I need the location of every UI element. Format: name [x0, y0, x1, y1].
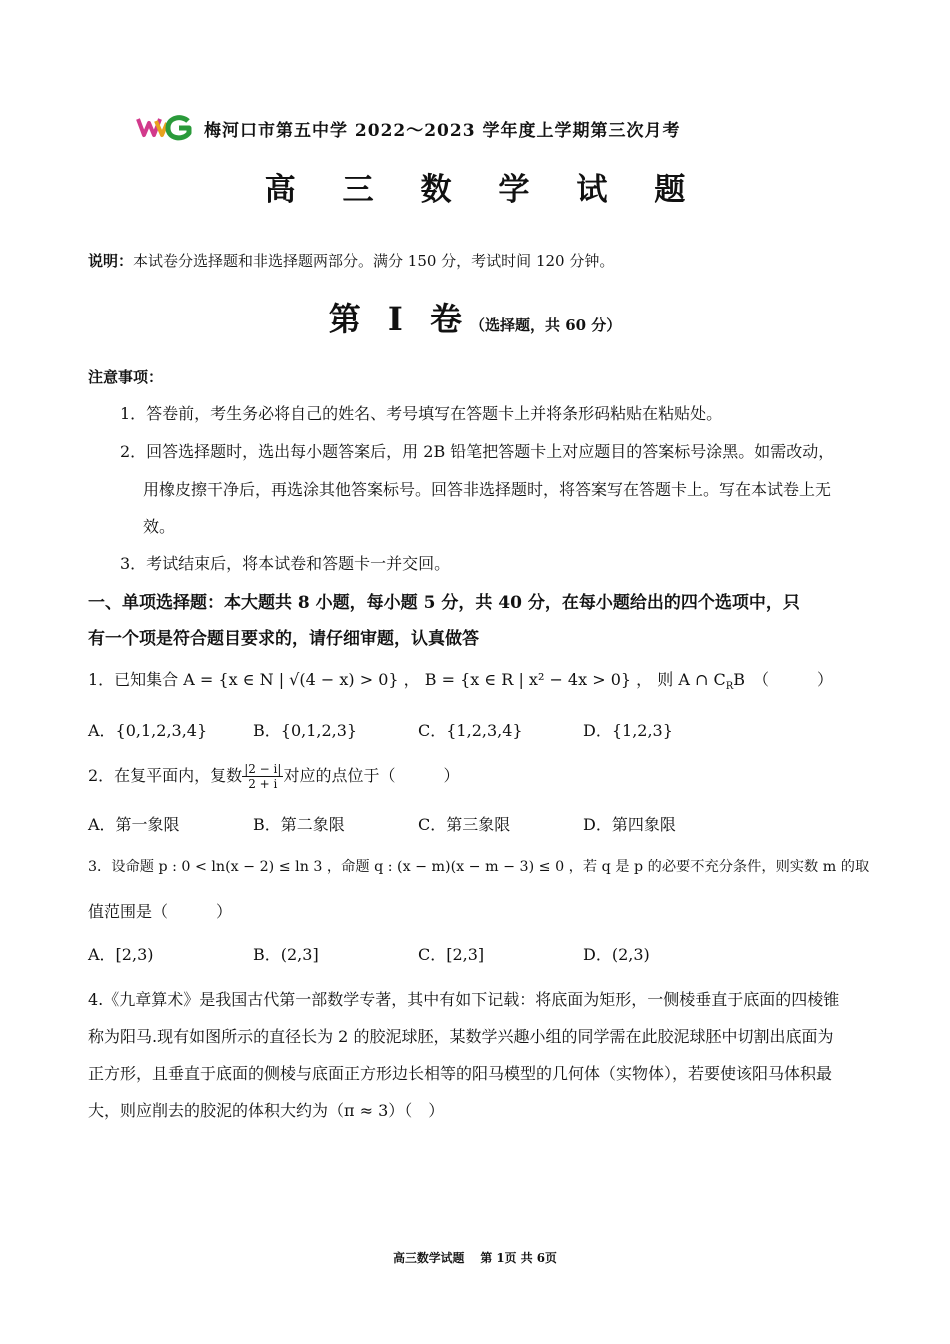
notice-item-1: 1．答卷前，考生务必将自己的姓名、考号填写在答题卡上并将条形码粘贴在粘贴处。 — [120, 404, 723, 423]
page-footer: 高三数学试题 第 1页 共 6页 — [393, 1251, 557, 1265]
question-2-suffix: 对应的点位于（ ） — [283, 766, 460, 785]
question-3-line-2: 值范围是（ ） — [88, 902, 233, 921]
question-2-option-a: A．第一象限 — [88, 815, 180, 834]
notice-item-3: 3．考试结束后，将本试卷和答题卡一并交回。 — [120, 554, 451, 573]
question-4-line-4: 大，则应削去的胶泥的体积大约为（π ≈ 3）（ ） — [88, 1101, 445, 1120]
exam-title: 高 三 数 学 试 题 — [264, 172, 704, 208]
question-1-option-a: A．{0,1,2,3,4} — [88, 721, 208, 740]
notice-item-2-line-3: 效。 — [143, 517, 176, 536]
question-1-text: 1．已知集合 A = {x ∈ N | √(4 − x) > 0} ， B = {x ∈ R | x² − 4x > 0} ， 则 A ∩ C — [88, 670, 726, 689]
question-4-line-3: 正方形，且垂直于底面的侧棱与底面正方形边长相等的阳马模型的几何体（实物体），若要使该阳马体积最 — [88, 1064, 833, 1083]
notice-heading: 注意事项： — [88, 368, 164, 386]
fraction-denominator: 2 + i — [248, 777, 278, 791]
notice-item-2-line-2: 用橡皮擦干净后，再选涂其他答案标号。回答非选择题时，将答案写在答题卡上。写在本试卷上无 — [143, 480, 832, 499]
question-3-option-b: B．(2,3] — [253, 945, 319, 964]
question-3-option-d: D．(2,3) — [583, 945, 650, 964]
question-1-option-c: C．{1,2,3,4} — [418, 721, 523, 740]
volume-subtitle: （选择题，共 60 分） — [469, 316, 622, 334]
question-2-option-b: B．第二象限 — [253, 815, 345, 834]
question-1-option-d: D．{1,2,3} — [583, 721, 673, 740]
question-2-prefix: 2．在复平面内，复数 — [88, 766, 243, 785]
question-3-line-1: 3．设命题 p : 0 < ln(x − 2) ≤ ln 3 ，命题 q : (x − m)(x − m − 3) ≤ 0 ，若 q 是 p 的必要不充分条件，则实数 m 的取 — [88, 859, 870, 875]
question-4-line-1: 4.《九章算术》是我国古代第一部数学专著，其中有如下记载：将底面为矩形，一侧棱垂直于底面的四棱锥 — [88, 990, 840, 1009]
question-2-fraction — [242, 762, 283, 791]
notice-item-2-line-1: 2．回答选择题时，选出每小题答案后，用 2B 铅笔把答题卡上对应题目的答案标号涂黑。如需改动， — [120, 442, 835, 461]
school-exam-line: 梅河口市第五中学 2022～2023 学年度上学期第三次月考 — [204, 121, 681, 141]
question-3-option-a: A．[2,3) — [88, 945, 154, 964]
question-3-option-c: C．[2,3] — [418, 945, 485, 964]
intro-label: 说明： — [88, 252, 134, 270]
section-1-heading-line-1: 一、单项选择题：本大题共 8 小题，每小题 5 分，共 40 分，在每小题给出的四个选项中，只 — [88, 593, 800, 613]
question-2-option-c: C．第三象限 — [418, 815, 511, 834]
question-2-option-d: D．第四象限 — [583, 815, 676, 834]
section-1-heading-line-2: 有一个项是符合题目要求的，请仔细审题，认真做答 — [88, 629, 479, 649]
volume-title: 第 I 卷 — [328, 300, 470, 338]
question-1-option-b: B．{0,1,2,3} — [253, 721, 358, 740]
fraction-numerator: |2 − i| — [244, 762, 282, 776]
school-logo — [136, 113, 192, 143]
question-1-subscript: R — [725, 681, 734, 693]
intro-text: 本试卷分选择题和非选择题两部分。满分 150 分，考试时间 120 分钟。 — [133, 252, 615, 270]
question-2-stem — [88, 762, 459, 791]
question-1-stem — [88, 667, 833, 692]
volume-heading — [0, 294, 950, 340]
question-4-line-2: 称为阳马.现有如图所示的直径长为 2 的胶泥球胚，某数学兴趣小组的同学需在此胶泥球胚中切割出底面为 — [88, 1027, 834, 1046]
intro-note — [88, 250, 614, 271]
question-1-tail: B （ ） — [733, 670, 834, 689]
